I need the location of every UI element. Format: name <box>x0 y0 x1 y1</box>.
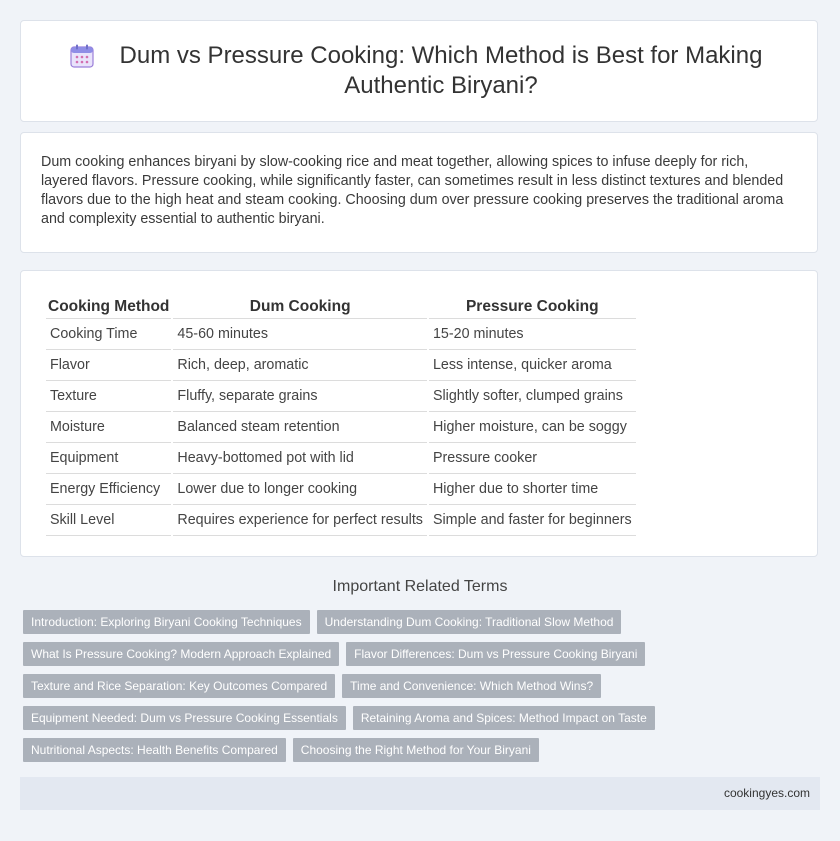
table-cell: Lower due to longer cooking <box>173 474 427 505</box>
column-header: Cooking Method <box>46 296 171 319</box>
table-cell: 15-20 minutes <box>429 319 636 350</box>
table-cell: Moisture <box>46 412 171 443</box>
comparison-table-card <box>20 270 818 557</box>
related-term-tag[interactable]: Equipment Needed: Dum vs Pressure Cooking Essentials <box>23 706 346 730</box>
table-cell: Balanced steam retention <box>173 412 427 443</box>
table-cell: Rich, deep, aromatic <box>173 350 427 381</box>
table-cell: Higher moisture, can be soggy <box>429 412 636 443</box>
intro-text: Dum cooking enhances biryani by slow-cooking rice and meat together, allowing spices to infuse deeply for rich, layered flavors. Pressure cooking, while significantly faster, can sometimes result in less distinct textures and blended flavors due to the high heat and steam cooking. Choosing dum over pressure cooking preserves the traditional aroma and complexity essential to authentic biryani. <box>41 154 784 227</box>
table-cell: Simple and faster for beginners <box>429 505 636 536</box>
table-cell: Equipment <box>46 443 171 474</box>
page-title: Dum vs Pressure Cooking: Which Method is Best for Making Authentic Biryani? <box>119 42 763 99</box>
calendar-icon <box>69 43 95 69</box>
table-cell: Pressure cooker <box>429 443 636 474</box>
related-term-tag[interactable]: Nutritional Aspects: Health Benefits Compared <box>23 738 286 762</box>
comparison-table <box>44 296 638 536</box>
table-row <box>46 350 636 381</box>
table-cell: 45-60 minutes <box>173 319 427 350</box>
table-cell: Cooking Time <box>46 319 171 350</box>
tag-row <box>23 706 663 730</box>
site-name[interactable]: cookingyes.com <box>723 786 810 800</box>
table-cell: Higher due to shorter time <box>429 474 636 505</box>
column-header: Pressure Cooking <box>429 296 636 319</box>
table-row <box>46 505 636 536</box>
tag-row <box>23 738 663 762</box>
related-terms-heading: Important Related Terms <box>332 578 508 595</box>
table-row <box>46 319 636 350</box>
related-term-tag[interactable]: Understanding Dum Cooking: Traditional Slow Method <box>317 610 622 634</box>
header-card <box>20 20 818 122</box>
table-row <box>46 412 636 443</box>
table-row <box>46 381 636 412</box>
column-header: Dum Cooking <box>173 296 427 319</box>
related-term-tag[interactable]: Choosing the Right Method for Your Biryani <box>293 738 539 762</box>
title-wrap <box>69 41 769 101</box>
footer <box>20 777 820 810</box>
related-term-tag[interactable]: What Is Pressure Cooking? Modern Approach Explained <box>23 642 339 666</box>
table-cell: Slightly softer, clumped grains <box>429 381 636 412</box>
table-cell: Flavor <box>46 350 171 381</box>
table-row <box>46 443 636 474</box>
related-term-tag[interactable]: Retaining Aroma and Spices: Method Impact on Taste <box>353 706 655 730</box>
related-term-tag[interactable]: Introduction: Exploring Biryani Cooking Techniques <box>23 610 310 634</box>
table-cell: Skill Level <box>46 505 171 536</box>
related-term-tag[interactable]: Flavor Differences: Dum vs Pressure Cooking Biryani <box>346 642 645 666</box>
table-cell: Energy Efficiency <box>46 474 171 505</box>
intro-card <box>20 132 818 253</box>
table-cell: Texture <box>46 381 171 412</box>
related-term-tag[interactable]: Texture and Rice Separation: Key Outcomes Compared <box>23 674 335 698</box>
related-terms-list <box>23 610 663 770</box>
table-cell: Requires experience for perfect results <box>173 505 427 536</box>
table-row <box>46 474 636 505</box>
tag-row <box>23 674 663 698</box>
tag-row <box>23 610 663 634</box>
table-cell: Fluffy, separate grains <box>173 381 427 412</box>
related-term-tag[interactable]: Time and Convenience: Which Method Wins? <box>342 674 601 698</box>
tag-row <box>23 642 663 666</box>
table-header-row <box>46 296 636 319</box>
table-cell: Less intense, quicker aroma <box>429 350 636 381</box>
table-cell: Heavy-bottomed pot with lid <box>173 443 427 474</box>
